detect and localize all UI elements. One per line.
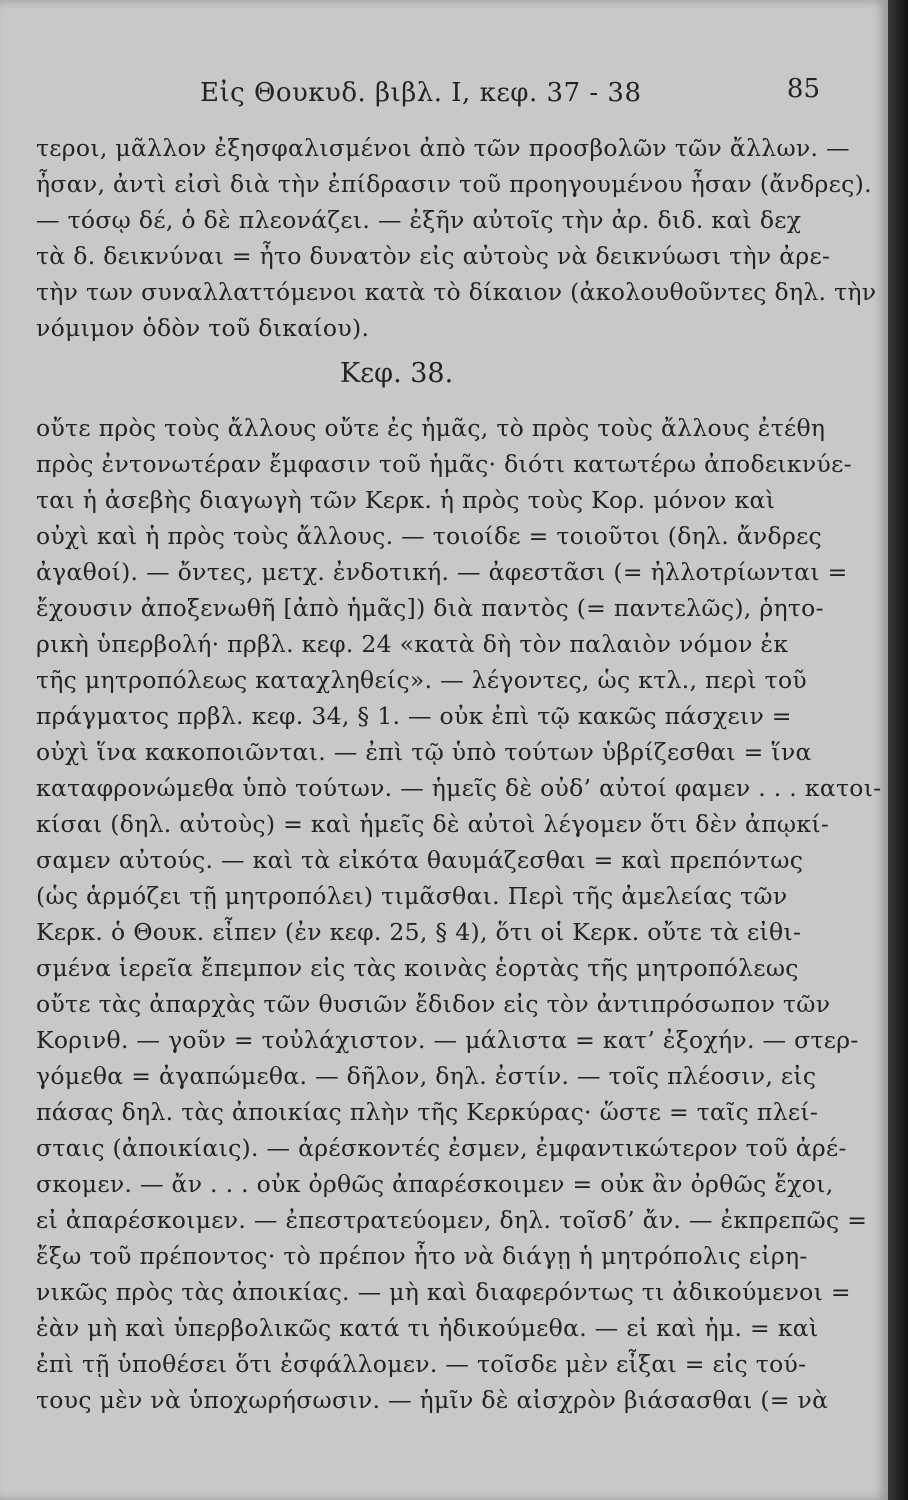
text-line: ρικὴ ὑπερβολή· πρβλ. κεφ. 24 «κατὰ δὴ τὸν παλαιὸν νόμον ἐκ: [36, 630, 789, 658]
text-line: οὐχὶ καὶ ἡ πρὸς τοὺς ἄλλους. — τοιοίδε = τοιοῦτοι (δηλ. ἄνδρες: [36, 522, 823, 550]
text-line: σαμεν αὐτούς. — καὶ τὰ εἰκότα θαυμάζεσθαι = καὶ πρεπόντως: [36, 846, 804, 874]
page-edge-shadow: [888, 0, 908, 1500]
text-line: πρὸς ἐντονωτέραν ἔμφασιν τοῦ ἡμᾶς· διότι κατωτέρω ἀποδεικνύε-: [36, 450, 852, 478]
text-line: τους μὲν νὰ ὑποχωρήσωσιν. — ἡμῖν δὲ αἰσχρὸν βιάσασθαι (= νὰ: [36, 1386, 829, 1414]
text-line: σμένα ἱερεῖα ἔπεμπον εἰς τὰς κοινὰς ἑορτὰς τῆς μητροπόλεως: [36, 954, 799, 982]
text-line: (ὡς ἁρμόζει τῇ μητροπόλει) τιμᾶσθαι. Περὶ τῆς ἀμελείας τῶν: [36, 882, 788, 910]
section-heading: Κεφ. 38.: [340, 358, 454, 389]
text-line: σταις (ἀποικίαις). — ἀρέσκοντές ἐσμεν, ἐμφαντικώτερον τοῦ ἀρέ-: [36, 1134, 847, 1162]
text-line: σκομεν. — ἄν . . . οὐκ ὀρθῶς ἀπαρέσκοιμεν = οὐκ ἂν ὀρθῶς ἔχοι,: [36, 1170, 834, 1198]
text-line: Κερκ. ὁ Θουκ. εἶπεν (ἐν κεφ. 25, § 4), ὅτι οἱ Κερκ. οὔτε τὰ εἰθι-: [36, 918, 802, 946]
text-line: εἰ ἀπαρέσκοιμεν. — ἐπεστρατεύομεν, δηλ. τοῖσδ’ ἄν. — ἐκπρεπῶς =: [36, 1206, 868, 1234]
text-line: τὰ δ. δεικνύναι = ἦτο δυνατὸν εἰς αὐτοὺς νὰ δεικνύωσι τὴν ἀρε-: [36, 242, 831, 270]
text-line: ἔχουσιν ἀποξενωθῆ [ἀπὸ ἡμᾶς]) διὰ παντὸς (= παντελῶς), ῥητο-: [36, 594, 824, 622]
text-line: πάσας δηλ. τὰς ἀποικίας πλὴν τῆς Κερκύρας· ὥστε = ταῖς πλεί-: [36, 1098, 819, 1126]
commentary-top: [36, 130, 877, 346]
page-number: 85: [786, 74, 820, 104]
text-line: τῆς μητροπόλεως καταχληθείς». — λέγοντες, ὡς κτλ., περὶ τοῦ: [36, 666, 807, 694]
text-line: νόμιμον ὁδὸν τοῦ δικαίου).: [36, 314, 370, 342]
text-line: οὐχὶ ἵνα κακοποιῶνται. — ἐπὶ τῷ ὑπὸ τούτων ὑβρίζεσθαι = ἵνα: [36, 738, 812, 766]
text-line: τεροι, μᾶλλον ἐξησφαλισμένοι ἀπὸ τῶν προσβολῶν τῶν ἄλλων. —: [36, 134, 850, 162]
text-line: πράγματος πρβλ. κεφ. 34, § 1. — οὐκ ἐπὶ τῷ κακῶς πάσχειν =: [36, 702, 792, 730]
text-line: οὔτε τὰς ἀπαρχὰς τῶν θυσιῶν ἔδιδον εἰς τὸν ἀντιπρόσωπον τῶν: [36, 990, 831, 1018]
text-line: νικῶς πρὸς τὰς ἀποικίας. — μὴ καὶ διαφερόντως τι ἀδικούμενοι =: [36, 1278, 851, 1306]
text-line: — τόσῳ δέ, ὁ δὲ πλεονάζει. — ἐξῆν αὐτοῖς τὴν ἀρ. διδ. καὶ δεχ: [36, 206, 802, 234]
text-line: τὴν των συναλλαττόμενοι κατὰ τὸ δίκαιον (ἀκολουθοῦντες δηλ. τὴν: [36, 278, 877, 306]
text-line: Κορινθ. — γοῦν = τοὐλάχιστον. — μάλιστα = κατ’ ἐξοχήν. — στερ-: [36, 1026, 859, 1054]
text-line: ται ἡ ἀσεβὴς διαγωγὴ τῶν Κερκ. ἡ πρὸς τοὺς Κορ. μόνον καὶ: [36, 486, 776, 514]
text-line: ἔξω τοῦ πρέποντος· τὸ πρέπον ἦτο νὰ διάγῃ ἡ μητρόπολις εἰρη-: [36, 1242, 808, 1270]
text-line: κίσαι (δηλ. αὐτοὺς) = καὶ ἡμεῖς δὲ αὐτοὶ λέγομεν ὅτι δὲν ἀπῳκί-: [36, 810, 830, 838]
text-line: οὔτε πρὸς τοὺς ἄλλους οὔτε ἐς ἡμᾶς, τὸ πρὸς τοὺς ἄλλους ἐτέθη: [36, 414, 826, 442]
text-line: ἐπὶ τῇ ὑποθέσει ὅτι ἐσφάλλομεν. — τοῖσδε μὲν εἶξαι = εἰς τού-: [36, 1350, 807, 1378]
text-line: γόμεθα = ἀγαπώμεθα. — δῆλον, δηλ. ἐστίν. — τοῖς πλέοσιν, εἰς: [36, 1062, 817, 1090]
commentary-main: [36, 410, 882, 1418]
text-line: ἐὰν μὴ καὶ ὑπερβολικῶς κατά τι ἠδικούμεθα. — εἰ καὶ ἡμ. = καὶ: [36, 1314, 819, 1342]
page-header: [40, 70, 840, 110]
text-line: καταφρονώμεθα ὑπὸ τούτων. — ἡμεῖς δὲ οὐδ’ αὐτοί φαμεν . . . κατοι-: [36, 774, 882, 802]
text-line: ἦσαν, ἀντὶ εἰσὶ διὰ τὴν ἐπίδρασιν τοῦ προηγουμένου ἦσαν (ἄνδρες).: [36, 170, 872, 198]
running-title: Εἰς Θουκυδ. βιβλ. I, κεφ. 37 - 38: [200, 78, 642, 108]
text-line: ἀγαθοί). — ὄντες, μετχ. ἐνδοτική. — ἀφεστᾶσι (= ἠλλοτρίωνται =: [36, 558, 848, 586]
